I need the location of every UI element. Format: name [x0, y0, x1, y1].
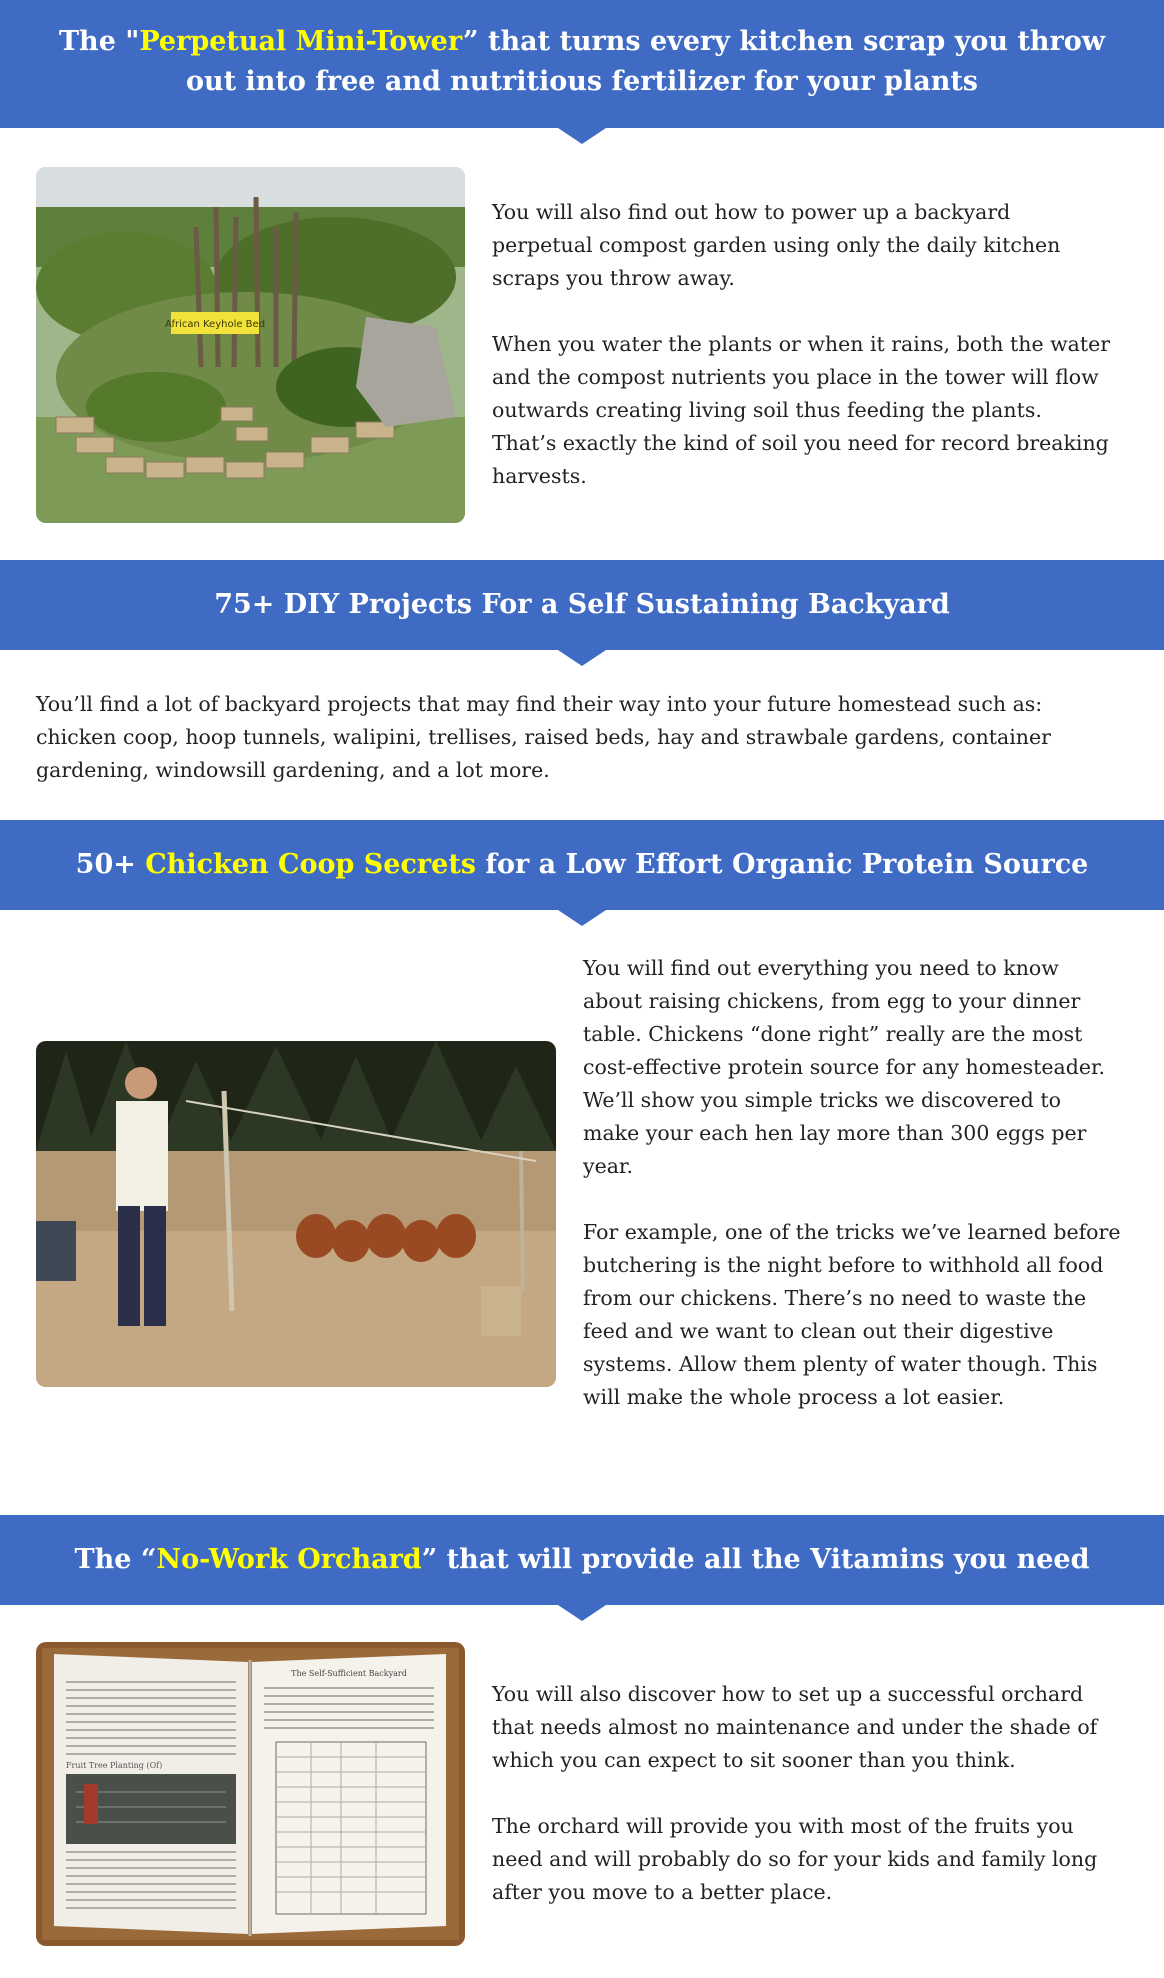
compost-paragraph-2: When you water the plants or when it rains, both the water and the compost nutrients you place in the tower will flow outwards creating living soil thus feeding the plants. That’s exactly the kind of soil you need for record breaking harvests.: [492, 332, 1111, 488]
compost-title-highlight: Perpetual Mini-Tower: [139, 26, 464, 57]
orchard-title-highlight: No-Work Orchard: [156, 1544, 422, 1575]
diy-banner: [0, 560, 1164, 650]
book-header: The Self-Sufficient Backyard: [291, 1669, 407, 1678]
keyhole-sign-text: African Keyhole Bed: [164, 319, 266, 330]
compost-banner: [0, 0, 1164, 128]
keyhole-garden-photo: [36, 167, 465, 523]
orchard-title-post: ” that will provide all the Vitamins you need: [421, 1544, 1090, 1575]
orchard-banner: [0, 1515, 1164, 1605]
book-subhead: Fruit Tree Planting (Of): [66, 1761, 163, 1770]
diy-paragraph: You’ll find a lot of backyard projects that may find their way into your future homestead such as: chicken coop, hoop tunnels, walipini, trellises, raised beds, hay and strawbale gardens, container gardening, windowsill gardening, and a lot more.: [36, 692, 1051, 782]
chicken-title-post: for a Low Effort Organic Protein Source: [476, 849, 1089, 880]
chicken-title-pre: 50+: [75, 849, 146, 880]
orchard-paragraph-2: The orchard will provide you with most of the fruits you need and will probably do so for your kids and family long after you move to a better place.: [492, 1814, 1098, 1904]
orchard-title-pre: The “: [74, 1544, 157, 1575]
compost-title-post: ” that turns every kitchen scrap you throw out into free and nutritious fertilizer for your plants: [186, 26, 1106, 97]
diy-title: 75+ DIY Projects For a Self Sustaining Backyard: [214, 589, 950, 620]
chicken-title-highlight: Chicken Coop Secrets: [145, 849, 476, 880]
open-book-image: [36, 1642, 465, 1946]
orchard-paragraph-1: You will also discover how to set up a successful orchard that needs almost no maintenance and under the shade of which you can expect to sit sooner than you think.: [492, 1682, 1098, 1772]
chicken-banner: [0, 820, 1164, 910]
chicken-photo: [36, 1041, 556, 1387]
chicken-paragraph-1: You will find out everything you need to know about raising chickens, from egg to your dinner table. Chickens “done right” really are the most cost-effective protein source for any homesteader. We’ll show you simple tricks we discovered to make your each hen lay more than 300 eggs per year.: [583, 956, 1106, 1178]
chicken-paragraph-2: For example, one of the tricks we’ve learned before butchering is the night before to withhold all food from our chickens. There’s no need to waste the feed and we want to clean out their digestive systems. Allow them plenty of water though. This will make the whole process a lot easier.: [583, 1220, 1121, 1409]
compost-paragraph-1: You will also find out how to power up a backyard perpetual compost garden using only the daily kitchen scraps you throw away.: [492, 200, 1061, 290]
compost-title-pre: The ": [58, 26, 140, 57]
